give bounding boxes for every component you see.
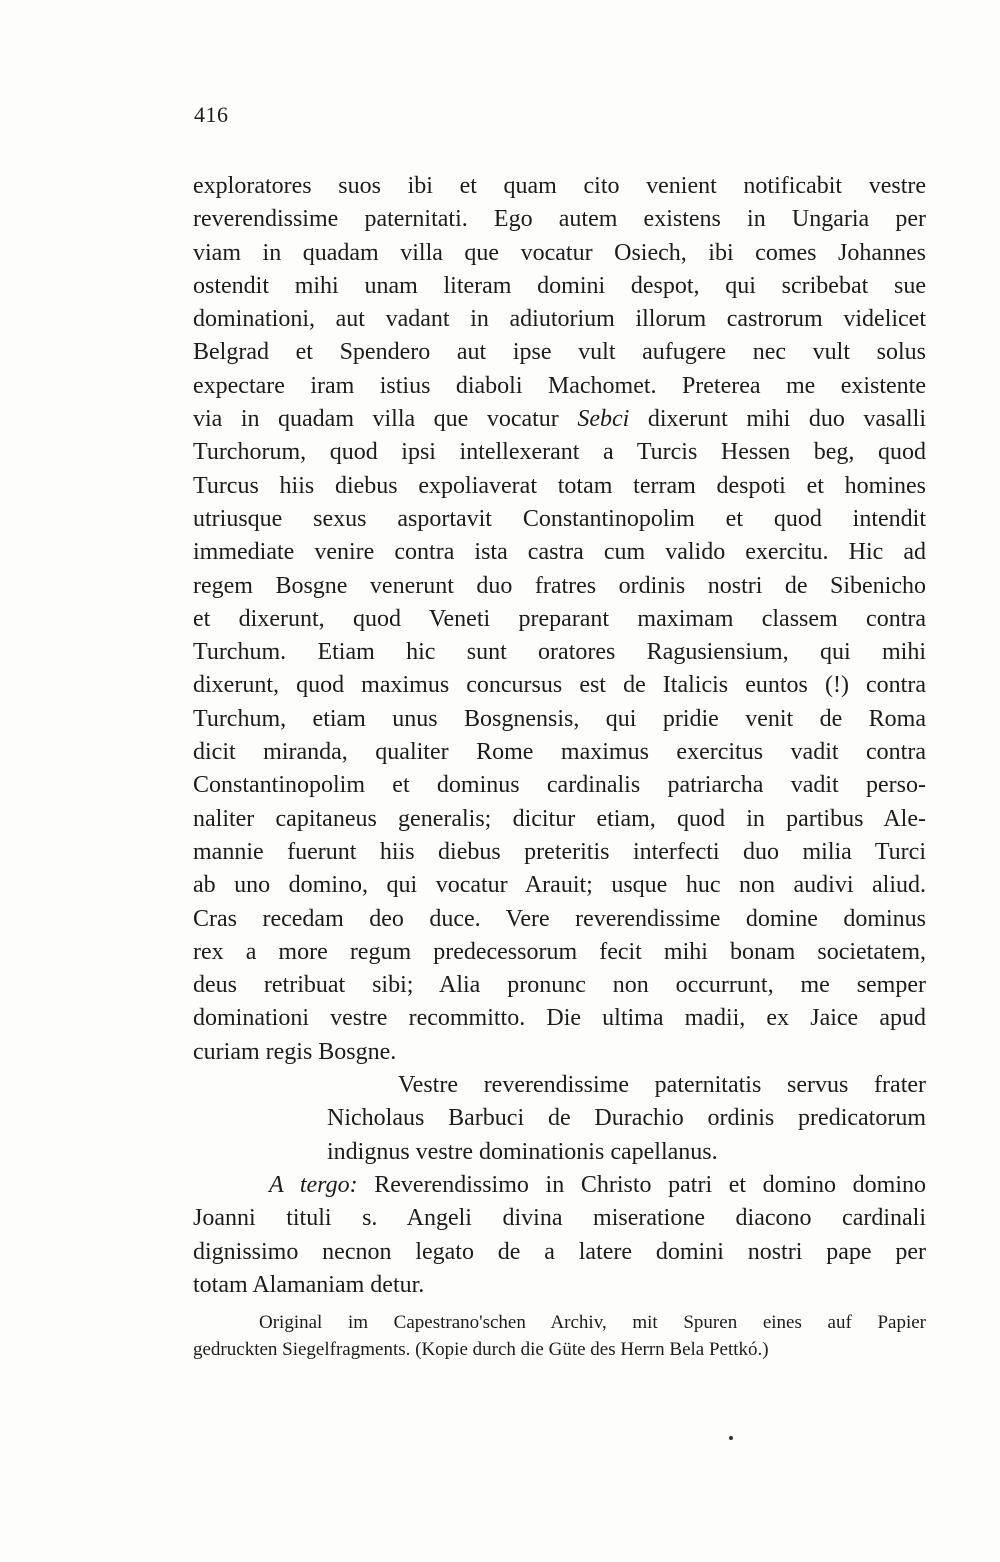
signature-line: Nicholaus Barbuci de Durachio ordinis predicatorum: [327, 1105, 926, 1132]
page-number: 416: [194, 102, 229, 127]
text-line: immediate venire contra ista castra cum valido exercitu. Hic ad: [193, 539, 926, 566]
text-line: ostendit mihi unam literam domini despot, qui scribebat sue: [193, 272, 926, 299]
text-line: rex a more regum predecessorum fecit mihi bonam societatem,: [193, 938, 926, 965]
text-segment: via in quadam villa que vocatur: [193, 406, 578, 433]
text-line: exploratores suos ibi et quam cito venient notificabit vestre: [193, 173, 926, 199]
text-line: reverendissime paternitati. Ego autem existens in Ungaria per: [193, 206, 926, 233]
text-line: utriusque sexus asportavit Constantinopolim et quod intendit: [193, 505, 926, 532]
text-line: et dixerunt, quod Veneti preparant maximam classem contra: [193, 605, 926, 632]
text-line: deus retribuat sibi; Alia pronunc non occurrunt, me semper: [193, 972, 926, 999]
text-line: Turchum. Etiam hic sunt oratores Ragusiensium, qui mihi: [193, 639, 926, 666]
text-segment: Reverendissimo in Christo patri et domino domino: [357, 1171, 926, 1198]
text-line: Turchorum, quod ipsi intellexerant a Turcis Hessen beg, quod: [193, 439, 926, 466]
text-line: dicit miranda, qualiter Rome maximus exercitus vadit contra: [193, 739, 926, 766]
note-line: Original im Capestrano'schen Archiv, mit Spuren eines auf Papier: [259, 1312, 926, 1333]
text-line: Turchum, etiam unus Bosgnensis, qui pridie venit de Roma: [193, 705, 926, 732]
text-line: curiam regis Bosgne.: [193, 1038, 397, 1065]
signature-line: indignus vestre dominationis capellanus.: [327, 1138, 718, 1165]
text-line: viam in quadam villa que vocatur Osiech, ibi comes Johannes: [193, 239, 926, 266]
text-line: Turcus hiis diebus expoliaverat totam terram despoti et homines: [193, 472, 926, 499]
place-name-italic: Sebci: [577, 406, 630, 433]
text-line: Belgrad et Spendero aut ipse vult aufugere nec vult solus: [193, 339, 926, 366]
address-line: Joanni tituli s. Angeli divina miseratione diacono cardinali: [193, 1205, 926, 1232]
text-line: dixerunt, quod maximus concursus est de Italicis euntos (!) contra: [193, 672, 926, 699]
note-line: gedruckten Siegelfragments. (Kopie durch die Güte des Herrn Bela Pettkó.): [193, 1339, 769, 1360]
text-line: regem Bosgne venerunt duo fratres ordinis nostri de Sibenicho: [193, 572, 926, 599]
source-note: [193, 1309, 926, 1363]
address-line: totam Alamaniam detur.: [193, 1271, 425, 1298]
text-line: ab uno domino, qui vocatur Arauit; usque huc non audivi aliud.: [193, 872, 926, 899]
text-line: dominationi, aut vadant in adiutorium illorum castrorum videlicet: [193, 306, 926, 333]
print-speck: [729, 1436, 733, 1440]
text-segment: dixerunt mihi duo vasalli: [629, 406, 927, 433]
text-line: Constantinopolim et dominus cardinalis patriarcha vadit perso-: [193, 772, 926, 799]
address-line: [193, 1169, 926, 1202]
letter-body: [193, 170, 926, 1302]
text-line: [193, 403, 926, 436]
text-line: naliter capitaneus generalis; dicitur etiam, quod in partibus Ale-: [193, 805, 926, 832]
text-line: mannie fuerunt hiis diebus preteritis interfecti duo milia Turci: [193, 838, 926, 865]
text-line: expectare iram istius diaboli Machomet. Preterea me existente: [193, 372, 926, 399]
address-line: dignissimo necnon legato de a latere domini nostri pape per: [193, 1238, 926, 1265]
a-tergo-label: A tergo:: [269, 1171, 358, 1198]
text-line: Cras recedam deo duce. Vere reverendissime domine dominus: [193, 905, 926, 932]
signature-line: Vestre reverendissime paternitatis servus frater: [398, 1072, 926, 1099]
text-line: dominationi vestre recommitto. Die ultima madii, ex Jaice apud: [193, 1005, 926, 1032]
